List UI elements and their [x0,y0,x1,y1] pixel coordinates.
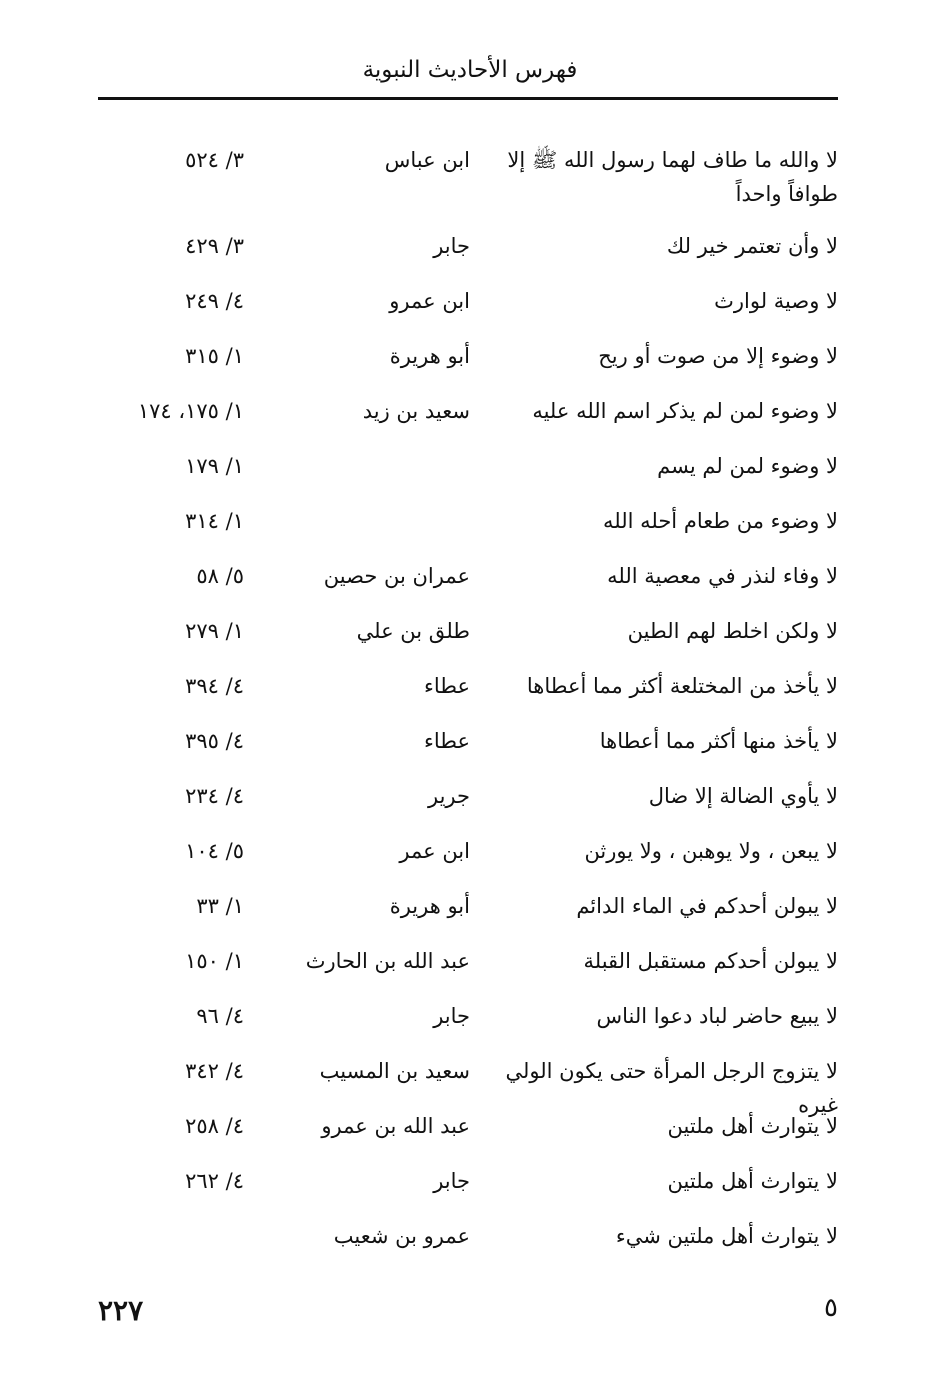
hadith-text: لا وفاء لنذر في معصية الله [607,564,838,588]
hadith-text: لا يبولن أحدكم في الماء الدائم [576,894,838,918]
volume-page-reference: ١/ ٣٣ [196,894,244,918]
narrator-name: جابر [433,1169,470,1193]
volume-page-reference: ٤/ ٢٥٨ [185,1114,244,1138]
index-row [0,1219,950,1259]
volume-page-reference: ٤/ ٣٩٤ [185,674,244,698]
hadith-text: لا يبعن ، ولا يوهبن ، ولا يورثن [584,839,838,863]
hadith-text: لا وضوء لمن لم يسم [657,454,838,478]
volume-page-reference: ١/ ١٧٥، ١٧٤ [137,399,244,423]
hadith-text: لا يأخذ من المختلعة أكثر مما أعطاها [526,674,838,698]
narrator-name: عطاء [423,674,470,698]
narrator-name: عمرو بن شعيب [333,1224,470,1248]
volume-page-reference: ٤/ ٢٤٩ [185,289,244,313]
volume-page-reference: ١/ ٣١٤ [185,509,244,533]
index-row [0,889,950,929]
hadith-text: لا يتوارث أهل ملتين [667,1114,838,1138]
hadith-text: لا يبيع حاضر لباد دعوا الناس [596,1004,838,1028]
index-row [0,1109,950,1149]
hadith-text: لا وضوء من طعام أحله الله [603,509,838,533]
index-row [0,504,950,544]
hadith-text: لا وأن تعتمر خير لك [666,234,838,258]
volume-page-reference: ٣/ ٤٢٩ [185,234,244,258]
index-row [0,449,950,489]
hadith-text: لا والله ما طاف لهما رسول الله ﷺ إلا طوافاً واحداً [507,148,838,206]
index-row [0,834,950,874]
index-row [0,559,950,599]
volume-number: ٥ [824,1293,838,1323]
hadith-text: لا يأوي الضالة إلا ضال [648,784,838,808]
volume-page-reference: ٥/ ٥٨ [196,564,244,588]
index-row [0,229,950,269]
hadith-text: لا يتوارث أهل ملتين [667,1169,838,1193]
narrator-name: ابن عباس [384,148,470,172]
narrator-name: عمران بن حصين [323,564,470,588]
volume-page-reference: ١/ ١٧٩ [185,454,244,478]
volume-page-reference: ٤/ ٢٦٢ [185,1169,244,1193]
volume-page-reference: ٤/ ٩٦ [196,1004,244,1028]
volume-page-reference: ١/ ١٥٠ [185,949,244,973]
page-title: فهرس الأحاديث النبوية [362,57,578,83]
narrator-name: سعيد بن المسيب [319,1059,470,1083]
narrator-name: جابر [433,1004,470,1028]
volume-page-reference: ٤/ ٣٤٢ [185,1059,244,1083]
narrator-name: طلق بن علي [356,619,470,643]
page-number: ٢٢٧ [98,1294,144,1327]
narrator-name: عبد الله بن عمرو [321,1114,470,1138]
index-row [0,669,950,709]
hadith-text: لا وصية لوارث [714,289,838,313]
index-row [0,1164,950,1204]
narrator-name: جرير [428,784,470,808]
volume-page-reference: ١/ ٣١٥ [185,344,244,368]
narrator-name: جابر [433,234,470,258]
narrator-name: ابن عمر [399,839,470,863]
index-row [0,944,950,984]
narrator-name: أبو هريرة [389,344,470,368]
hadith-text: لا يتزوج الرجل المرأة حتى يكون الولي غيره [505,1059,838,1117]
narrator-name: ابن عمرو [389,289,470,313]
hadith-text: لا وضوء لمن لم يذكر اسم الله عليه [532,399,838,423]
index-row [0,779,950,819]
hadith-text: لا يتوارث أهل ملتين شيء [615,1224,838,1248]
index-row [0,999,950,1039]
index-row [0,284,950,324]
volume-page-reference: ٥/ ١٠٤ [185,839,244,863]
index-row [0,394,950,434]
volume-page-reference: ٤/ ٢٣٤ [185,784,244,808]
volume-page-reference: ١/ ٢٧٩ [185,619,244,643]
hadith-text: لا يبولن أحدكم مستقبل القبلة [583,949,838,973]
narrator-name: أبو هريرة [389,894,470,918]
index-row [0,1054,950,1117]
index-row [0,614,950,654]
hadith-text: لا ولكن اخلط لهم الطين [627,619,838,643]
narrator-name: عبد الله بن الحارث [305,949,470,973]
narrator-name: عطاء [423,729,470,753]
index-row [0,339,950,379]
hadith-text: لا وضوء إلا من صوت أو ريح [598,344,838,368]
index-row [0,143,950,206]
index-row [0,724,950,764]
narrator-name: سعيد بن زيد [362,399,470,423]
hadith-text: لا يأخذ منها أكثر مما أعطاها [599,729,838,753]
volume-page-reference: ٣/ ٥٢٤ [185,148,244,172]
volume-page-reference: ٤/ ٣٩٥ [185,729,244,753]
